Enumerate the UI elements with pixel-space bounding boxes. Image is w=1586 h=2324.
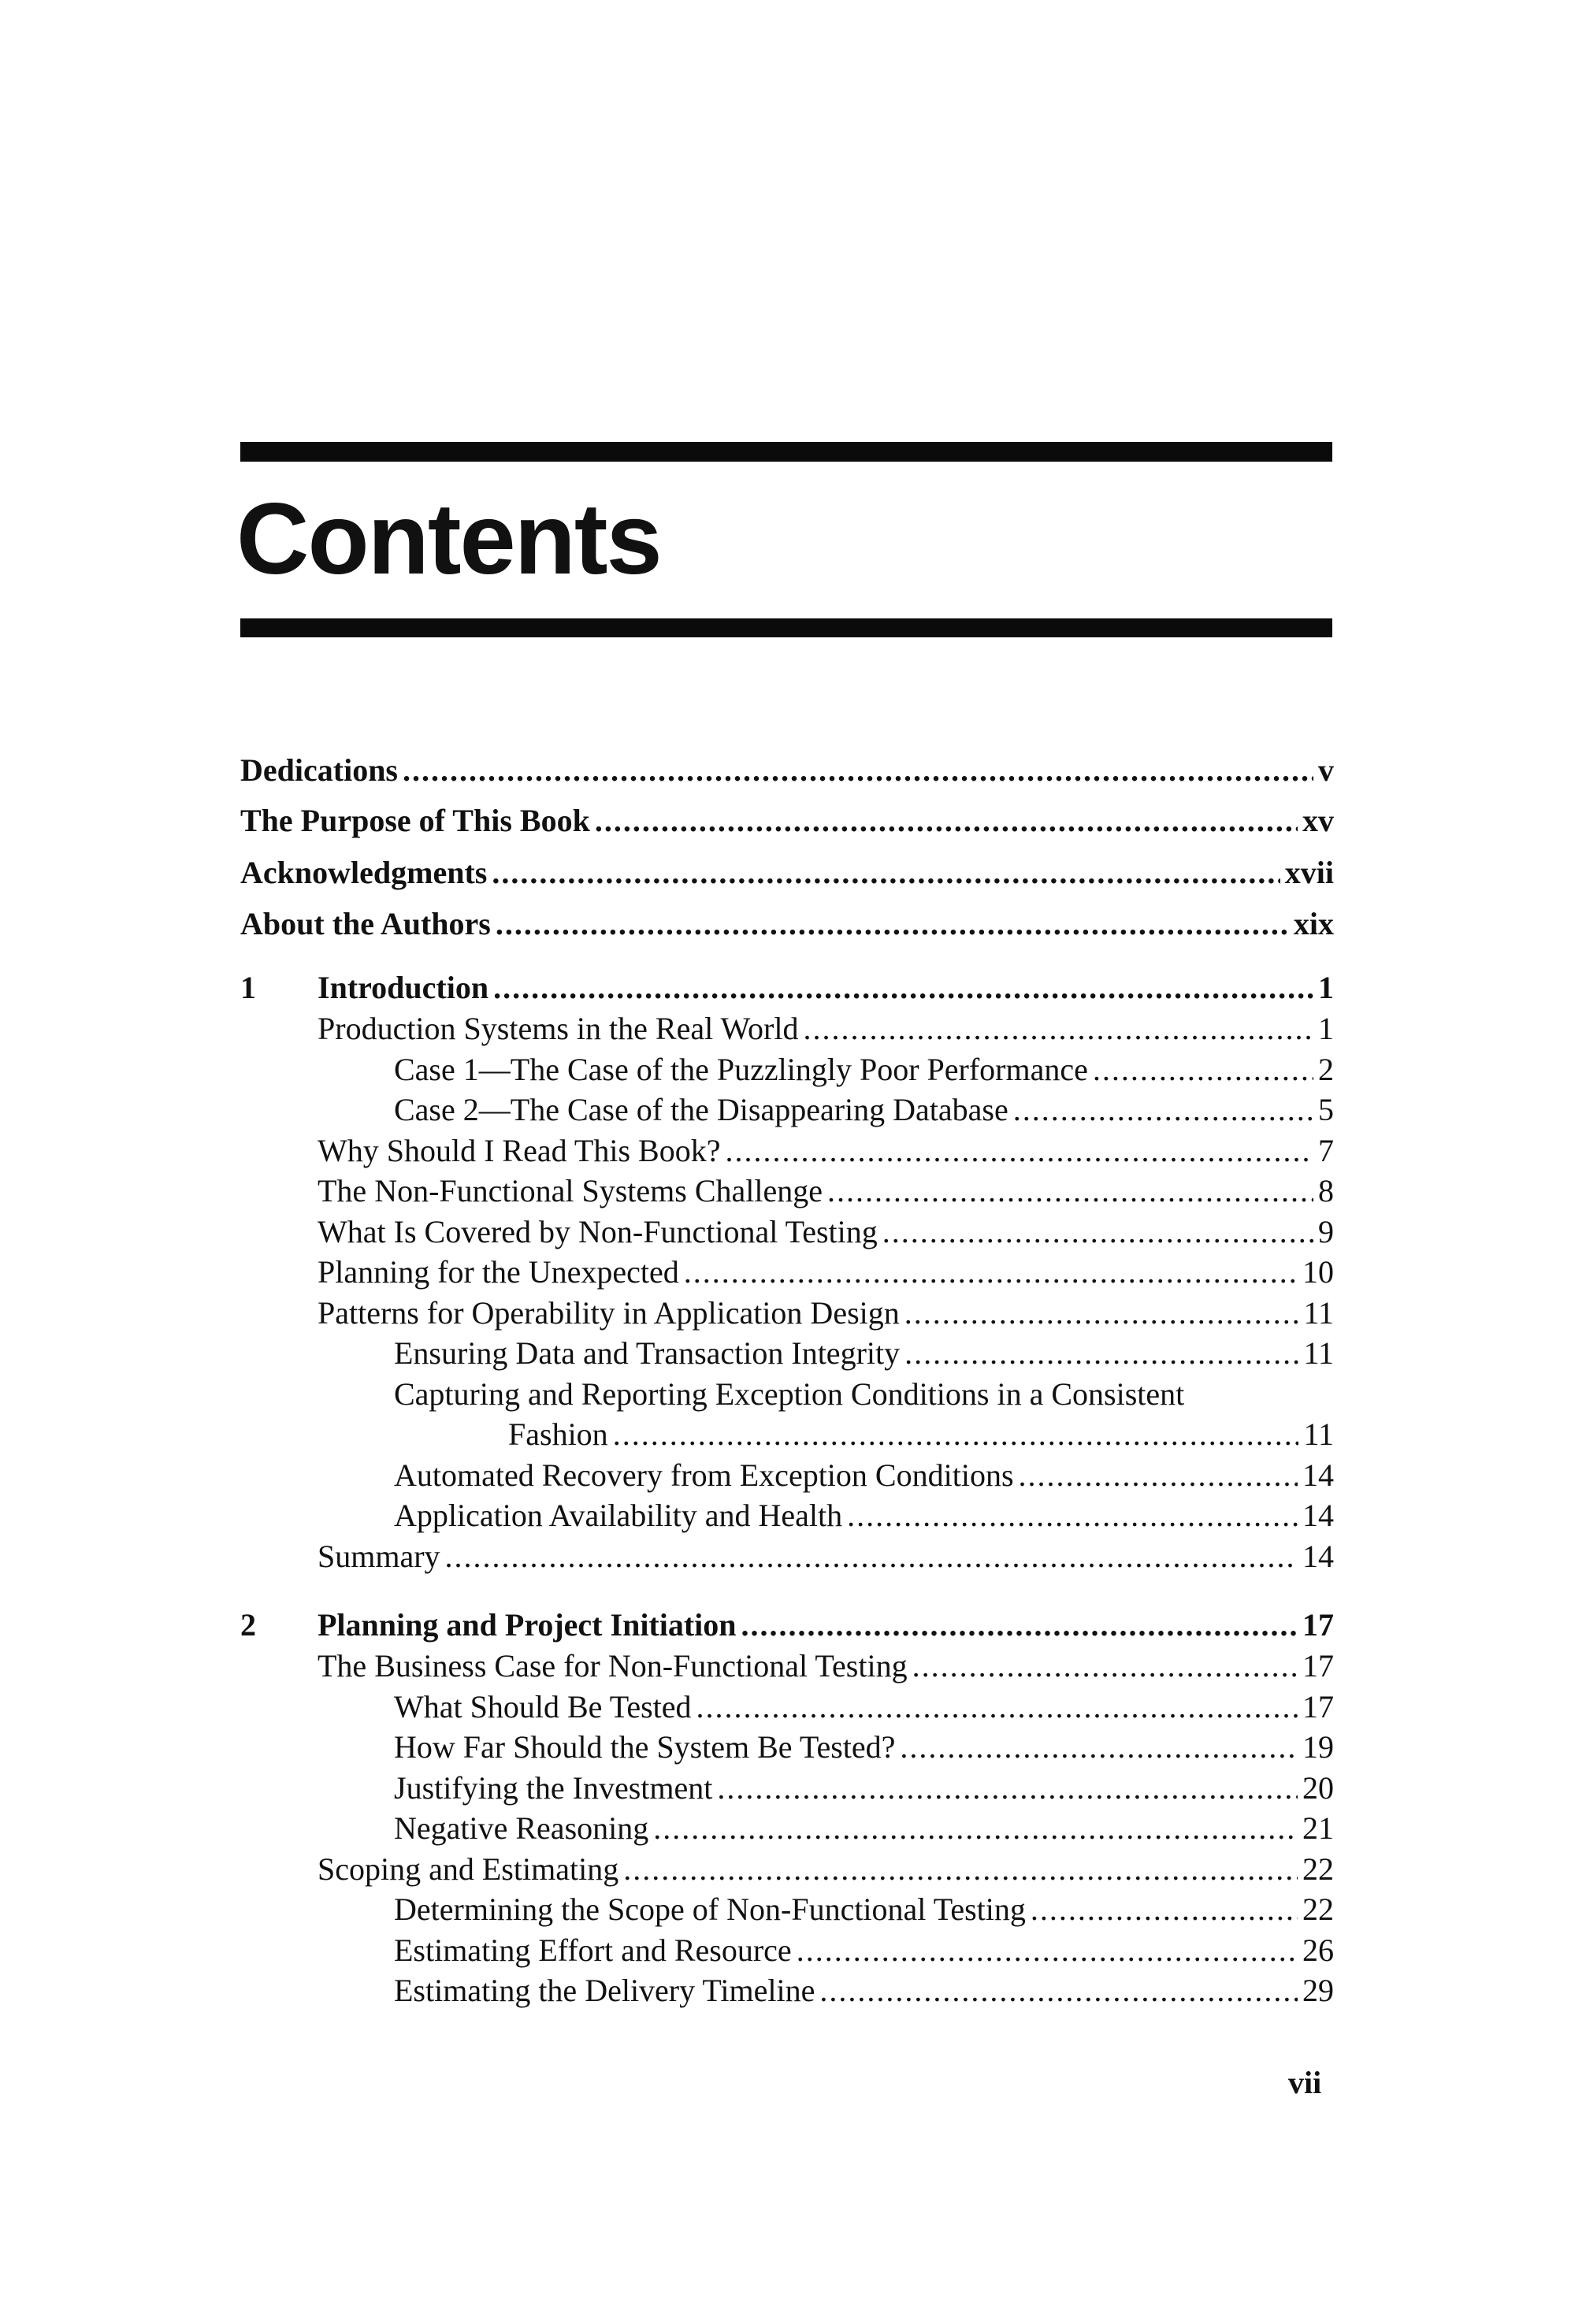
dot-leader (1019, 1455, 1298, 1496)
front-matter-entry[interactable] (240, 852, 1334, 893)
dot-leader (492, 852, 1280, 893)
toc-entry-page: 14 (1302, 1498, 1334, 1533)
toc-entry-label: Automated Recovery from Exception Conditions (394, 1457, 1014, 1493)
toc-entry-page: 17 (1302, 1648, 1334, 1684)
toc-entry-label: The Purpose of This Book (240, 803, 590, 838)
toc-entry-label: Estimating Effort and Resource (394, 1932, 792, 1968)
toc-section-entry[interactable] (318, 1536, 1334, 1577)
toc-entry-page: 9 (1318, 1213, 1334, 1249)
toc-entry-label: Capturing and Reporting Exception Conditions in a Consistent (394, 1375, 1185, 1412)
toc-entry-page: 17 (1302, 1688, 1334, 1724)
toc-entry-label: Ensuring Data and Transaction Integrity (394, 1335, 901, 1371)
front-matter-entry[interactable] (240, 750, 1334, 791)
dot-leader (496, 904, 1289, 945)
chapter-title-entry[interactable] (318, 967, 1334, 1008)
toc-entry-page: 11 (1303, 1294, 1334, 1331)
toc-entry-label: Application Availability and Health (394, 1498, 843, 1533)
dot-leader (819, 1970, 1298, 2011)
toc-section-entry[interactable] (318, 1252, 1334, 1293)
toc-subsection-entry[interactable] (394, 1049, 1334, 1090)
toc-entry-page: xvii (1284, 855, 1334, 890)
toc-entry-page: 1 (1318, 970, 1334, 1005)
toc-entry-label: Introduction (318, 970, 489, 1005)
toc-entry-page: 29 (1302, 1973, 1334, 2008)
toc-entry-page: v (1318, 752, 1334, 788)
page-title: Contents (236, 483, 661, 596)
dot-leader (403, 750, 1313, 791)
toc-entry-page: 22 (1302, 1891, 1334, 1927)
dot-leader (696, 1687, 1298, 1728)
toc-entry-page: 14 (1302, 1457, 1334, 1493)
toc-entry-page: 11 (1303, 1335, 1334, 1371)
dot-leader (1093, 1049, 1313, 1090)
toc-section-entry[interactable] (318, 1849, 1334, 1890)
toc-entry-label: Negative Reasoning (394, 1810, 649, 1846)
toc-entry-page: 5 (1318, 1092, 1334, 1127)
toc-entry-label: Dedications (240, 752, 398, 788)
toc-entry-label: Determining the Scope of Non-Functional Testing (394, 1891, 1026, 1927)
toc-subsection-entry[interactable] (394, 1687, 1334, 1728)
toc-entry-label: Why Should I Read This Book? (318, 1132, 721, 1168)
dot-leader (445, 1536, 1298, 1577)
dot-leader (725, 1130, 1313, 1171)
toc-entry-label: Case 2—The Case of the Disappearing Database (394, 1092, 1008, 1127)
dot-leader (900, 1727, 1298, 1768)
toc-entry-page: 19 (1302, 1729, 1334, 1765)
dot-leader (595, 800, 1298, 841)
toc-subsection-entry[interactable] (394, 1455, 1334, 1496)
dot-leader (803, 1008, 1313, 1049)
chapter-number: 2 (240, 1607, 256, 1643)
dot-leader (623, 1849, 1298, 1890)
toc-entry-label: Production Systems in the Real World (318, 1011, 799, 1046)
dot-leader (717, 1768, 1298, 1809)
toc-entry-label: Scoping and Estimating (318, 1851, 619, 1887)
toc-section-entry[interactable] (318, 1171, 1334, 1212)
toc-entry-page: 21 (1302, 1810, 1334, 1846)
toc-entry-page: 14 (1302, 1538, 1334, 1574)
dot-leader (741, 1605, 1298, 1646)
toc-section-entry[interactable] (318, 1130, 1334, 1171)
toc-entry-page: 26 (1302, 1932, 1334, 1968)
toc-entry-label: Fashion (508, 1416, 608, 1452)
chapter-title-entry[interactable] (318, 1605, 1334, 1646)
toc-section-entry[interactable] (318, 1212, 1334, 1253)
toc-entry-page: xv (1302, 803, 1334, 838)
dot-leader (912, 1646, 1298, 1687)
dot-leader (904, 1293, 1299, 1334)
toc-entry-page: 7 (1318, 1132, 1334, 1168)
dot-leader (493, 967, 1313, 1008)
toc-entry-page: 8 (1318, 1173, 1334, 1208)
toc-entry-label: What Should Be Tested (394, 1688, 692, 1724)
toc-section-entry[interactable] (318, 1293, 1334, 1334)
chapter-number: 1 (240, 970, 256, 1005)
dot-leader (1031, 1889, 1298, 1930)
toc-subsection-entry[interactable] (394, 1090, 1334, 1130)
toc-entry-label: Planning and Project Initiation (318, 1607, 737, 1643)
toc-entry-page: xix (1293, 906, 1334, 941)
dot-leader (904, 1333, 1298, 1374)
toc-subsection-entry[interactable] (394, 1333, 1334, 1374)
dot-leader (1013, 1090, 1313, 1130)
toc-entry-label: How Far Should the System Be Tested? (394, 1729, 896, 1765)
dot-leader (847, 1495, 1298, 1536)
toc-subsection-entry[interactable] (394, 1727, 1334, 1768)
toc-subsection-entry[interactable] (508, 1414, 1334, 1455)
top-rule (240, 442, 1332, 462)
toc-subsection-entry[interactable] (394, 1808, 1334, 1849)
toc-entry-label: Justifying the Investment (394, 1769, 713, 1806)
toc-entry-label: Estimating the Delivery Timeline (394, 1973, 815, 2008)
toc-subsection-entry[interactable] (394, 1889, 1334, 1930)
toc-entry-page: 10 (1302, 1254, 1334, 1290)
toc-entry-page: 1 (1318, 1011, 1334, 1046)
front-matter-entry[interactable] (240, 800, 1334, 841)
toc-entry-page: 11 (1303, 1416, 1334, 1452)
toc-entry-label: Acknowledgments (240, 855, 488, 890)
dot-leader (684, 1252, 1298, 1293)
dot-leader (827, 1171, 1313, 1212)
bottom-rule (240, 618, 1332, 637)
front-matter-entry[interactable] (240, 904, 1334, 945)
toc-entry-label: About the Authors (240, 906, 491, 941)
toc-subsection-entry[interactable] (394, 1970, 1334, 2011)
toc-entry-label: Planning for the Unexpected (318, 1254, 679, 1290)
toc-entry-label: What Is Covered by Non-Functional Testing (318, 1213, 878, 1249)
toc-entry-label: The Business Case for Non-Functional Testing (318, 1648, 908, 1684)
toc-entry-page: 22 (1302, 1851, 1334, 1887)
dot-leader (653, 1808, 1298, 1849)
dot-leader (882, 1212, 1313, 1253)
toc-entry-label: Patterns for Operability in Application Design (318, 1294, 900, 1331)
toc-section-entry[interactable] (318, 1646, 1334, 1687)
toc-subsection-entry[interactable] (394, 1768, 1334, 1809)
toc-entry-page: 2 (1318, 1051, 1334, 1087)
toc-entry-label: The Non-Functional Systems Challenge (318, 1173, 823, 1208)
toc-subsection-entry[interactable] (394, 1495, 1334, 1536)
dot-leader (613, 1414, 1299, 1455)
page-number: vii (1288, 2065, 1322, 2100)
toc-entry-page: 17 (1302, 1607, 1334, 1643)
toc-subsection-entry[interactable] (394, 1930, 1334, 1971)
toc-section-entry[interactable] (318, 1008, 1334, 1049)
toc-entry-page: 20 (1302, 1769, 1334, 1806)
toc-entry-label: Summary (318, 1538, 440, 1574)
toc-entry-label: Case 1—The Case of the Puzzlingly Poor Performance (394, 1051, 1088, 1087)
dot-leader (797, 1930, 1298, 1971)
